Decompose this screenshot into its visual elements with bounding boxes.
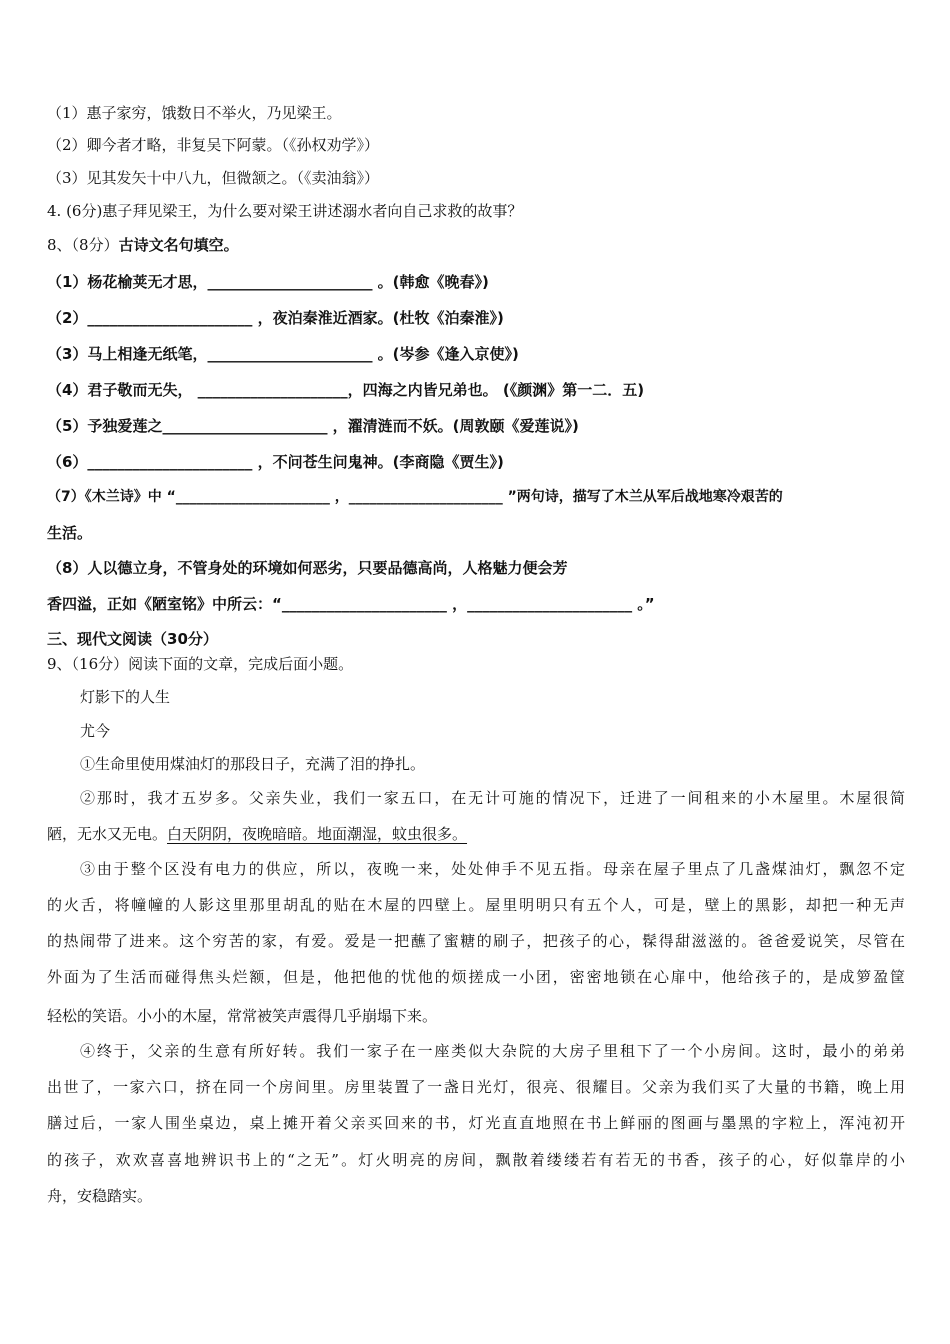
translation-sentence-1: （1）惠子家穷，饿数日不举火，乃见梁王。 — [47, 104, 342, 122]
paragraph-3-line: 外面为了生活而碰得焦头烂额，但是，他把他的忧他的烦搓成一小团，密密地锁在心扉中，他给孩子的，是成箩盈筐 — [47, 968, 905, 986]
paragraph-3-line: 轻松的笑语。小小的木屋，常常被笑声震得几乎崩塌下来。 — [47, 1007, 438, 1025]
fill-item-5: （5）予独爱莲之______________________ ，濯清涟而不妖。(周敦颐《爱莲说》) — [47, 417, 579, 435]
question-8-title: 古诗文名句填空。 — [118, 236, 239, 254]
article-author: 尤今 — [80, 722, 111, 740]
fill-item-3: （3）马上相逢无纸笔，______________________ 。(岑参《逢入京使》) — [47, 345, 519, 363]
translation-sentence-2: （2）卿今者才略，非复吴下阿蒙。（《孙权劝学》） — [47, 136, 380, 154]
fill-item-7: （7）《木兰诗》中 “______________________ ，______________________ ”两句诗，描写了木兰从军后战地寒冷艰苦的 — [47, 489, 783, 505]
fill-item-1: （1）杨花榆荚无才思，______________________ 。(韩愈《晚春》) — [47, 273, 489, 291]
fill-item-2: （2）______________________ ，夜泊秦淮近酒家。(杜牧《泊秦淮》) — [47, 309, 504, 327]
paragraph-3-line: 的火舌，将幢幢的人影这里那里胡乱的贴在木屋的四壁上。屋里明明只有五个人，可是，壁上的黑影，却把一种无声 — [47, 896, 905, 914]
translation-sentence-3: （3）见其发矢十中八九，但微颔之。（《卖油翁》） — [47, 169, 380, 187]
fill-item-7-cont: 生活。 — [47, 524, 93, 542]
fill-item-8-cont: 香四溢，正如《陋室铭》中所云：“______________________ ，______________________ 。” — [47, 595, 655, 613]
paragraph-2-line-1: ②那时，我才五岁多。父亲失业，我们一家五口，在无计可施的情况下，迁进了一间租来的小木屋里。木屋很简 — [80, 789, 905, 807]
question-9: 9、（16分）阅读下面的文章，完成后面小题。 — [47, 655, 354, 673]
paragraph-4-line: 出世了，一家六口，挤在同一个房间里。房里装置了一盏日光灯，很亮、很耀目。父亲为我们买了大量的书籍，晚上用 — [47, 1078, 905, 1096]
paragraph-3-line: 的热闹带了进来。这个穷苦的家，有爱。爱是一把蘸了蜜糖的刷子，把孩子的心，髹得甜滋滋的。爸爸爱说笑，尽管在 — [47, 932, 905, 950]
paragraph-1: ①生命里使用煤油灯的那段日子，充满了泪的挣扎。 — [80, 755, 426, 773]
article-title: 灯影下的人生 — [80, 688, 171, 706]
fill-item-4: （4）君子敬而无失， ____________________，四海之内皆兄弟也。 (《颜渊》第一二．五) — [47, 381, 645, 399]
paragraph-4-line: ④终于，父亲的生意有所好转。我们一家子在一座类似大杂院的大房子里租下了一个小房间。这时，最小的弟弟 — [80, 1042, 905, 1060]
question-8-number: 8、（8分） — [47, 236, 119, 254]
paragraph-2-line-2 — [47, 824, 467, 844]
question-8-header — [47, 235, 239, 255]
question-4: 4. (6分)惠子拜见梁王，为什么要对梁王讲述溺水者向自己求救的故事？ — [47, 202, 523, 220]
paragraph-4-line: 的孩子，欢欢喜喜地辨识书上的“之无”。灯火明亮的房间，飘散着缕缕若有若无的书香，孩子的心，好似靠岸的小 — [47, 1151, 905, 1169]
underlined-sentence: 白天阴阴，夜晚暗暗。地面潮湿，蚊虫很多。 — [167, 825, 468, 843]
paragraph-3-line: ③由于整个区没有电力的供应，所以，夜晚一来，处处伸手不见五指。母亲在屋子里点了几盏煤油灯，飘忽不定 — [80, 860, 905, 878]
paragraph-4-line: 舟，安稳踏实。 — [47, 1187, 153, 1205]
paragraph-4-line: 膳过后，一家人围坐桌边，桌上摊开着父亲买回来的书，灯光直直地照在书上鲜丽的图画与墨黑的字粒上，浑沌初开 — [47, 1114, 905, 1132]
fill-item-8: （8）人以德立身，不管身处的环境如何恶劣，只要品德高尚，人格魅力便会芳 — [47, 559, 568, 577]
paragraph-2-text: 陋，无水又无电。 — [47, 825, 168, 843]
fill-item-6: （6）______________________ ，不问苍生问鬼神。(李商隐《贾生》) — [47, 453, 504, 471]
section-3-heading: 三、现代文阅读（30分） — [47, 630, 218, 648]
